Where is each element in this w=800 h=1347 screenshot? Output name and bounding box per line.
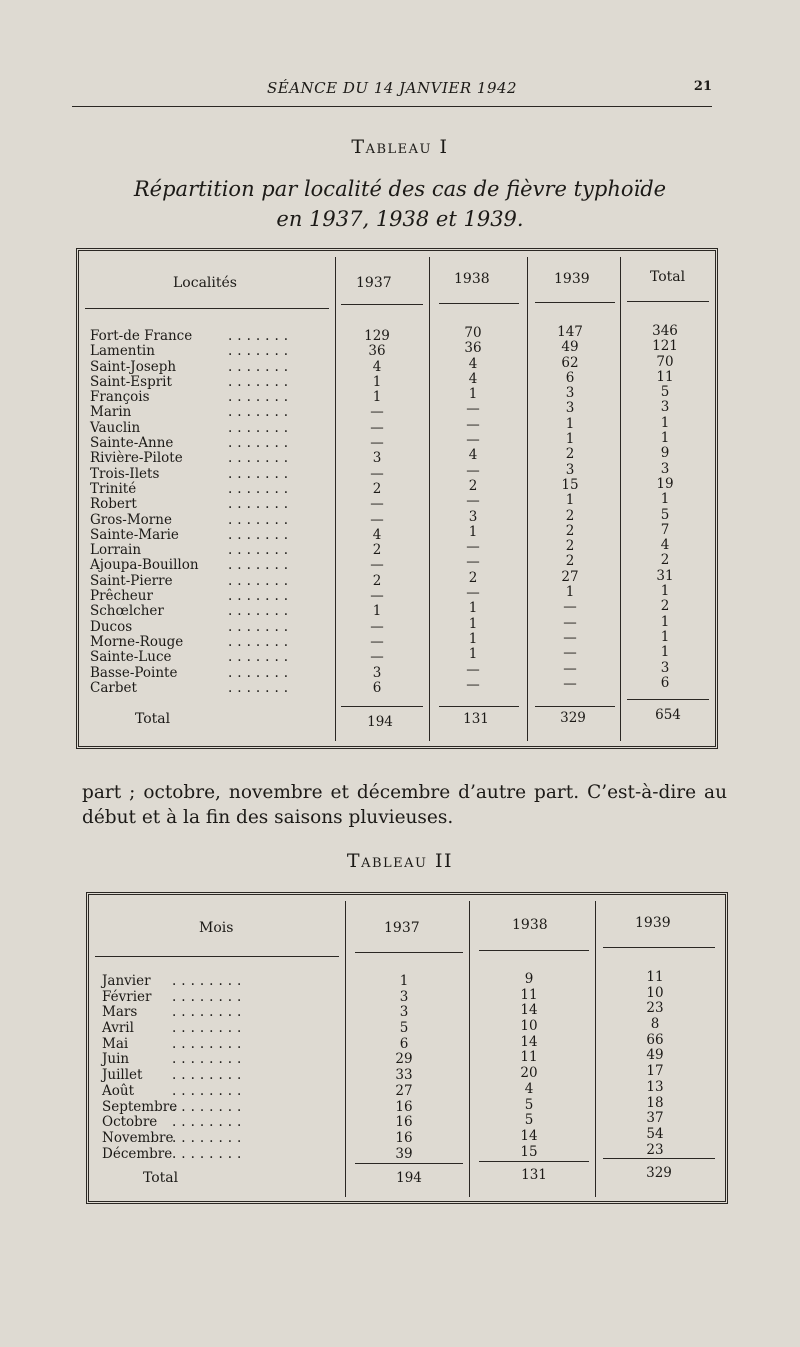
table2-header-rule (95, 956, 339, 957)
cell-value: 11 (520, 986, 538, 1003)
table-row (90, 353, 710, 375)
cell-value: 1 (468, 615, 478, 632)
leader-dots: ....... (228, 588, 294, 605)
table1-caption-line2: en 1937, 1938 et 1939. (276, 207, 524, 231)
table1-rows (90, 323, 710, 696)
table-row (90, 552, 710, 574)
cell-value: 37 (646, 1110, 664, 1127)
row-label: Morne-Rouge (90, 633, 184, 650)
leader-dots: ........ (172, 973, 247, 989)
leader-dots: ....... (228, 358, 294, 375)
cell-value: — (370, 404, 384, 421)
row-label: Trinité (90, 480, 137, 497)
cell-value: — (466, 554, 480, 571)
table2-rows (102, 969, 722, 1162)
table-row (90, 628, 710, 650)
cell-value: 6 (565, 369, 575, 386)
table1-heading: Tableau I (351, 136, 449, 158)
cell-value: 5 (660, 506, 670, 523)
cell-value: 3 (372, 450, 382, 467)
cell-value: 1 (660, 644, 670, 661)
leader-dots: ....... (228, 557, 294, 574)
cell-value: 11 (520, 1049, 538, 1066)
row-label: Schœlcher (90, 603, 164, 620)
cell-value: 9 (524, 971, 534, 987)
cell-value: 3 (660, 399, 670, 416)
cell-value: — (370, 465, 384, 482)
cell-value: 14 (520, 1002, 538, 1019)
cell-value: 4 (468, 355, 478, 372)
cell-value: 6 (660, 674, 670, 691)
table-row (90, 338, 710, 360)
leader-dots: ........ (172, 1020, 247, 1037)
cell-value: 9 (660, 445, 670, 462)
leader-dots: ........ (172, 1067, 247, 1084)
cell-value: 1 (660, 430, 670, 447)
table1-col-total: Total (650, 269, 686, 285)
table-row (90, 384, 710, 406)
cell-value: 62 (561, 354, 579, 371)
leader-dots: ........ (172, 1098, 247, 1115)
row-label: Robert (90, 496, 137, 513)
table2-total-1937: 194 (396, 1170, 422, 1186)
cell-value: 70 (656, 353, 674, 370)
cell-value: 66 (646, 1031, 664, 1048)
cell-value: 129 (364, 328, 390, 344)
cell-value: 4 (468, 447, 478, 464)
table2-total-1938: 131 (521, 1167, 547, 1183)
leader-dots: ........ (172, 1114, 247, 1131)
cell-value: 54 (646, 1125, 664, 1142)
cell-value: 346 (652, 323, 678, 339)
table1-caption-line1: Répartition par localité des cas de fièvre typhoïde (133, 177, 667, 201)
cell-value: 8 (650, 1016, 660, 1033)
row-label: Ajoupa-Bouillon (90, 557, 199, 574)
row-label: Mai (102, 1035, 129, 1052)
cell-value: — (370, 557, 384, 574)
leader-dots: ....... (228, 435, 294, 452)
cell-value: 4 (372, 358, 382, 375)
cell-value: 2 (660, 552, 670, 569)
leader-dots: ....... (228, 633, 294, 650)
cell-value: — (370, 419, 384, 436)
cell-value: 13 (646, 1078, 664, 1095)
row-label: Basse-Pointe (90, 664, 178, 681)
cell-value: 23 (646, 1000, 664, 1017)
row-label: Sainte-Luce (90, 649, 172, 666)
cell-value: 4 (468, 370, 478, 387)
cell-value: — (370, 511, 384, 528)
cell-value: 1 (468, 600, 478, 617)
cell-value: 16 (395, 1098, 413, 1115)
cell-value: 36 (464, 340, 482, 357)
row-label: Marin (90, 404, 132, 421)
cell-value: 16 (395, 1129, 413, 1146)
cell-value: 5 (524, 1096, 534, 1113)
leader-dots: ....... (228, 404, 294, 421)
table2-heading: Tableau II (346, 850, 454, 872)
cell-value: 1 (565, 415, 575, 432)
cell-value: — (563, 660, 577, 677)
leader-dots: ........ (172, 1145, 247, 1162)
row-label: Lamentin (90, 343, 155, 360)
cell-value: 3 (399, 1004, 409, 1021)
cell-value: 3 (660, 659, 670, 676)
cell-value: 29 (395, 1051, 413, 1068)
leader-dots: ....... (228, 679, 294, 696)
table1-header-rule (627, 301, 709, 302)
table1-col-1939: 1939 (554, 271, 590, 287)
table-row (90, 445, 710, 467)
table1-header-rule (439, 303, 519, 304)
table-row (90, 414, 710, 436)
leader-dots: ....... (228, 618, 294, 635)
row-label: Sainte-Marie (90, 526, 179, 543)
cell-value: 6 (372, 679, 382, 696)
table-row (90, 537, 710, 559)
row-label: Saint-Esprit (90, 373, 172, 390)
leader-dots: ........ (172, 1082, 247, 1099)
table-row (90, 399, 710, 421)
table-row (90, 368, 710, 390)
table-row (90, 430, 710, 452)
table-row (90, 567, 710, 589)
cell-value: 3 (565, 385, 575, 402)
table1-header-rule (535, 302, 615, 303)
row-label: Janvier (102, 973, 151, 989)
cell-value: 19 (656, 475, 674, 492)
cell-value: 1 (372, 389, 382, 406)
cell-value: — (370, 633, 384, 650)
running-header (72, 74, 712, 114)
cell-value: 2 (565, 446, 575, 463)
table-row (90, 613, 710, 635)
cell-value: — (370, 649, 384, 666)
cell-value: 33 (395, 1067, 413, 1084)
cell-value: 3 (660, 460, 670, 477)
body-paragraph: part ; octobre, novembre et décembre d’autre part. C’est-à-dire au début et à la fin des saisons pluvieuses. (82, 782, 727, 828)
cell-value: 7 (660, 521, 670, 538)
cell-value: 4 (660, 537, 670, 554)
cell-value: 14 (520, 1127, 538, 1144)
table-row (90, 475, 710, 497)
cell-value: 2 (660, 598, 670, 615)
cell-value: 39 (395, 1145, 413, 1162)
cell-value: 31 (656, 567, 674, 584)
table2-total-1939: 329 (646, 1165, 672, 1181)
cell-value: 2 (468, 569, 478, 586)
cell-value: 1 (468, 630, 478, 647)
table-row (90, 323, 710, 344)
cell-value: 2 (372, 480, 382, 497)
leader-dots: ....... (228, 373, 294, 390)
table1-total-rule (627, 699, 709, 700)
table1-col-localites: Localités (173, 275, 237, 291)
table1-header-rule (85, 308, 329, 309)
cell-value: 2 (372, 572, 382, 589)
table2-col-1939: 1939 (635, 915, 671, 931)
cell-value: 1 (468, 386, 478, 403)
row-label: Février (102, 988, 152, 1005)
table1-total-rule (341, 706, 423, 707)
table1-col-1937: 1937 (356, 275, 392, 291)
cell-value: 1 (660, 583, 670, 600)
cell-value: 23 (646, 1141, 664, 1158)
cell-value: 6 (399, 1035, 409, 1052)
cell-value: — (563, 645, 577, 662)
cell-value: — (370, 496, 384, 513)
cell-value: 10 (520, 1018, 538, 1035)
cell-value: 70 (464, 325, 482, 341)
row-label: Saint-Joseph (90, 358, 177, 375)
leader-dots: ........ (172, 1051, 247, 1068)
table2-col-mois: Mois (199, 920, 234, 936)
leader-dots: ....... (228, 389, 294, 406)
cell-value: — (466, 676, 480, 693)
cell-value: — (466, 432, 480, 449)
table-row (90, 644, 710, 666)
cell-value: — (466, 661, 480, 678)
row-label: Novembre (102, 1129, 174, 1146)
cell-value: 1 (565, 431, 575, 448)
row-label: Lorrain (90, 542, 142, 559)
table-row (90, 598, 710, 620)
leader-dots: ........ (172, 1129, 247, 1146)
row-label: Août (102, 1082, 134, 1099)
table2-col-1938: 1938 (512, 917, 548, 933)
table2-header-rule (479, 950, 589, 951)
cell-value: 3 (372, 664, 382, 681)
cell-value: 49 (561, 339, 579, 356)
row-label: Mars (102, 1004, 138, 1021)
cell-value: 1 (660, 613, 670, 630)
cell-value: 2 (565, 507, 575, 524)
cell-value: 5 (399, 1020, 409, 1037)
cell-value: 27 (395, 1082, 413, 1099)
running-title: SÉANCE DU 14 JANVIER 1942 (267, 79, 518, 97)
cell-value: — (466, 462, 480, 479)
cell-value: — (466, 493, 480, 510)
leader-dots: ....... (228, 328, 294, 344)
row-label: Juillet (102, 1067, 143, 1084)
leader-dots: ........ (172, 1004, 247, 1021)
table2-header-rule (355, 952, 463, 953)
leader-dots: ........ (172, 988, 247, 1005)
cell-value: 1 (468, 646, 478, 663)
cell-value: 15 (561, 476, 579, 493)
table1-header-rule (341, 304, 423, 305)
table-row (90, 506, 710, 528)
cell-value: 1 (660, 628, 670, 645)
cell-value: 5 (660, 384, 670, 401)
table2-col-1937: 1937 (384, 920, 420, 936)
table2-header-rule (603, 947, 715, 948)
cell-value: 20 (520, 1065, 538, 1082)
cell-value: 17 (646, 1063, 664, 1080)
cell-value: 1 (660, 414, 670, 431)
cell-value: 10 (646, 984, 664, 1001)
cell-value: 2 (565, 553, 575, 570)
cell-value: 15 (520, 1143, 538, 1160)
table1-total-rule (439, 706, 519, 707)
cell-value: 1 (660, 491, 670, 508)
table-row (90, 491, 710, 513)
leader-dots: ....... (228, 480, 294, 497)
cell-value: 3 (468, 508, 478, 525)
row-label: Trois-Ilets (90, 465, 160, 482)
table-row (90, 521, 710, 543)
row-label: Sainte-Anne (90, 435, 174, 452)
table1-total-1938: 131 (463, 711, 489, 727)
header-rule (72, 106, 712, 107)
cell-value: 5 (524, 1112, 534, 1129)
cell-value: — (370, 435, 384, 452)
cell-value: — (563, 629, 577, 646)
row-label: Fort-de France (90, 328, 193, 344)
leader-dots: ....... (228, 419, 294, 436)
row-label: Rivière-Pilote (90, 450, 183, 467)
table1-total-rule (535, 706, 615, 707)
cell-value: 2 (372, 542, 382, 559)
leader-dots: ....... (228, 511, 294, 528)
leader-dots: ....... (228, 572, 294, 589)
cell-value: — (466, 416, 480, 433)
page-number: 21 (693, 79, 712, 94)
row-label: Vauclin (90, 419, 141, 436)
cell-value: 1 (372, 603, 382, 620)
cell-value: — (370, 618, 384, 635)
table1-total-1939: 329 (560, 710, 586, 726)
row-label: Juin (102, 1051, 130, 1068)
table2-total-label: Total (143, 1170, 179, 1186)
table1-total-sum: 654 (655, 707, 681, 723)
cell-value: 1 (468, 523, 478, 540)
table1-total-1937: 194 (367, 714, 393, 730)
leader-dots: ....... (228, 649, 294, 666)
cell-value: — (370, 588, 384, 605)
table2-total-rule (355, 1163, 463, 1164)
cell-value: 49 (646, 1047, 664, 1064)
cell-value: 1 (399, 973, 409, 989)
table-row (90, 674, 710, 696)
leader-dots: ....... (228, 526, 294, 543)
cell-value: 2 (468, 477, 478, 494)
cell-value: 14 (520, 1033, 538, 1050)
leader-dots: ....... (228, 343, 294, 360)
row-label: Avril (102, 1020, 134, 1037)
leader-dots: ....... (228, 496, 294, 513)
leader-dots: ....... (228, 603, 294, 620)
cell-value: 27 (561, 568, 579, 585)
cell-value: 11 (656, 368, 674, 385)
leader-dots: ....... (228, 465, 294, 482)
row-label: Gros-Morne (90, 511, 172, 528)
leader-dots: ....... (228, 450, 294, 467)
row-label: Saint-Pierre (90, 572, 173, 589)
cell-value: 3 (399, 988, 409, 1005)
table-row (102, 1141, 722, 1162)
row-label: Prêcheur (90, 588, 153, 605)
leader-dots: ....... (228, 664, 294, 681)
cell-value: 4 (372, 526, 382, 543)
leader-dots: ....... (228, 542, 294, 559)
cell-value: 16 (395, 1114, 413, 1131)
row-label: Ducos (90, 618, 133, 635)
table1-col-1938: 1938 (454, 271, 490, 287)
cell-value: — (466, 401, 480, 418)
cell-value: — (563, 599, 577, 616)
cell-value: 2 (565, 522, 575, 539)
leader-dots: ........ (172, 1035, 247, 1052)
row-label: Septembre (102, 1098, 178, 1115)
row-label: Décembre (102, 1145, 173, 1162)
cell-value: 18 (646, 1094, 664, 1111)
cell-value: 1 (565, 584, 575, 601)
cell-value: 147 (557, 324, 583, 340)
table1-total-label: Total (135, 711, 171, 727)
row-label: Carbet (90, 679, 137, 696)
cell-value: 1 (565, 492, 575, 509)
cell-value: 3 (565, 400, 575, 417)
cell-value: — (563, 614, 577, 631)
cell-value: 4 (524, 1080, 534, 1097)
row-label: François (90, 389, 150, 406)
cell-value: 2 (565, 538, 575, 555)
cell-value: 11 (646, 969, 664, 985)
row-label: Octobre (102, 1114, 158, 1131)
table-row (90, 659, 710, 681)
cell-value: 1 (372, 373, 382, 390)
table-row (90, 583, 710, 605)
cell-value: — (466, 585, 480, 602)
cell-value: 121 (652, 338, 678, 355)
table-row (90, 460, 710, 482)
cell-value: — (563, 675, 577, 692)
cell-value: 36 (368, 343, 386, 360)
cell-value: 3 (565, 461, 575, 478)
cell-value: — (466, 539, 480, 556)
